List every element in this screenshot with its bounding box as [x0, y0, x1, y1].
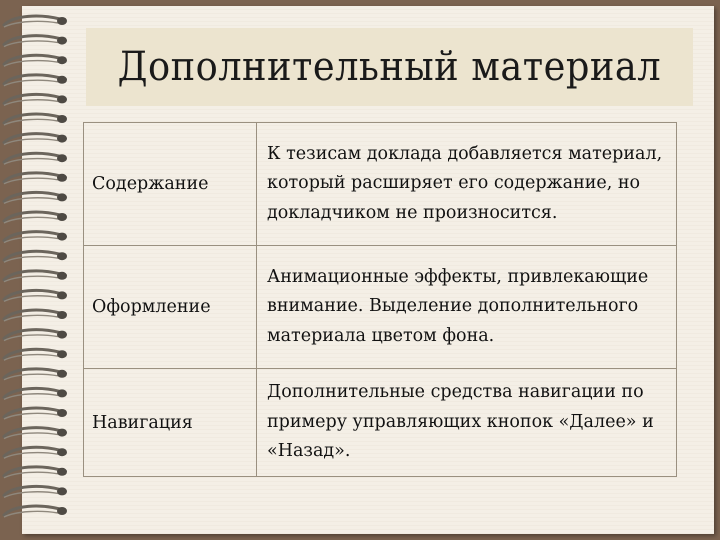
row-label: Оформление — [84, 246, 257, 369]
binding-ring — [4, 290, 67, 301]
binding-ring — [4, 330, 67, 341]
binding-ring — [4, 212, 67, 223]
binding-ring — [4, 232, 67, 243]
table-row — [84, 369, 677, 477]
binding-ring — [4, 486, 67, 497]
row-description: Дополнительные средства навигации по примеру управляющих кнопок «Далее» и «Назад». — [257, 369, 677, 477]
page-title: Дополнительный материал — [117, 44, 662, 90]
binding-ring — [4, 36, 67, 47]
binding-ring — [4, 467, 67, 478]
table-row — [84, 246, 677, 369]
spiral-binding-rings — [0, 8, 70, 528]
binding-ring — [4, 369, 67, 380]
binding-ring — [4, 388, 67, 399]
binding-ring — [4, 16, 67, 27]
binding-ring — [4, 349, 67, 360]
binding-ring — [4, 251, 67, 262]
binding-ring — [4, 55, 67, 66]
binding-ring — [4, 94, 67, 105]
binding-ring — [4, 192, 67, 203]
row-description: Анимационные эффекты, привлекающие внимание. Выделение дополнительного материала цветом фона. — [257, 246, 677, 369]
binding-ring — [4, 506, 67, 517]
row-description: К тезисам доклада добавляется материал, который расширяет его содержание, но докладчиком не произносится. — [257, 123, 677, 246]
binding-ring — [4, 114, 67, 125]
binding-ring — [4, 447, 67, 458]
title-box — [86, 28, 693, 106]
binding-ring — [4, 310, 67, 321]
binding-ring — [4, 271, 67, 282]
row-label: Содержание — [84, 123, 257, 246]
binding-ring — [4, 428, 67, 439]
binding-ring — [4, 134, 67, 145]
table-row — [84, 123, 677, 246]
binding-ring — [4, 153, 67, 164]
row-label: Навигация — [84, 369, 257, 477]
binding-ring — [4, 75, 67, 86]
binding-ring — [4, 408, 67, 419]
binding-ring — [4, 173, 67, 184]
content-table — [83, 122, 677, 477]
